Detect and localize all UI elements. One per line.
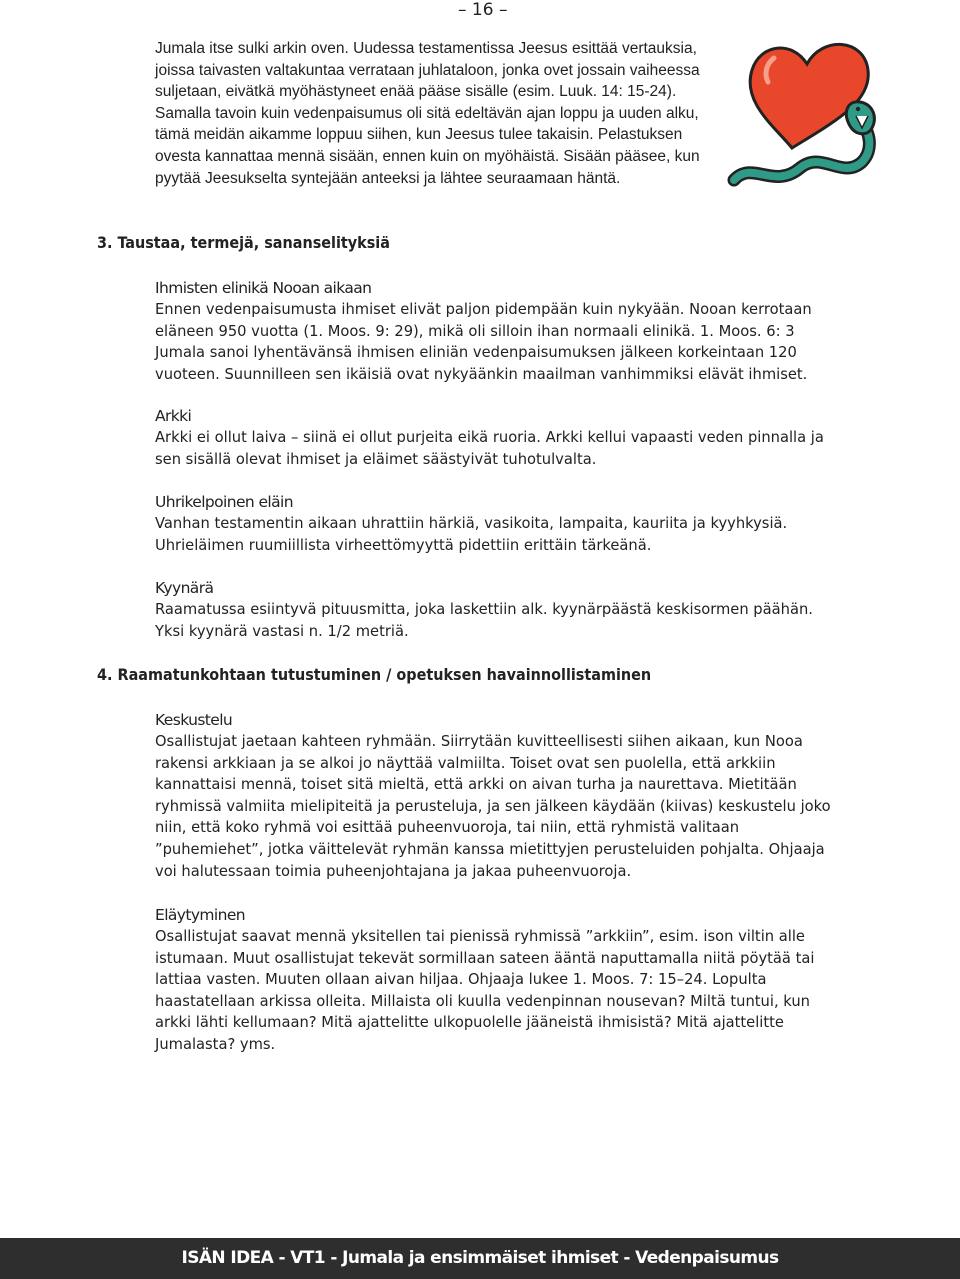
term-title: Uhrikelpoinen eläin: [155, 493, 293, 511]
section-3-heading: 3. Taustaa, termejä, sananselityksiä: [97, 233, 390, 252]
page-number: – 16 –: [458, 0, 508, 20]
activity-title: Eläytyminen: [155, 906, 246, 924]
term-lifespan: [155, 277, 835, 385]
activity-title: Keskustelu: [155, 711, 233, 729]
activity-text: Osallistujat jaetaan kahteen ryhmään. Siirrytään kuvitteellisesti siihen aikaan, kun Nooa rakensi arkkiaan ja se alkoi jo näyttää valmiilta. Toiset ovat sen puolella, että arkkiin kannattaisi mennä, toiset sitä mieltä, että arkki on aivan turha ja naurettava. Mietitään ryhmissä valmiita mielipiteitä ja perusteluja, ja sen jälkeen käydään (kiivas) keskustelu joko niin, että koko ryhmä voi esittää puheenvuoroja, tai niin, että ryhmistä valitaan ”puhemiehet”, jotka väittelevät ryhmän kanssa mietittyjen perusteluiden pohjalta. Ohjaaja voi halutessaan toimia puheenjohtajana ja jakaa puheenvuoroja.: [155, 733, 831, 880]
activity-roleplay: [155, 904, 835, 1056]
activity-discussion: [155, 709, 835, 882]
term-title: Kyynärä: [155, 579, 214, 597]
term-title: Arkki: [155, 407, 192, 425]
term-sacrificial-animal: [155, 491, 835, 556]
term-text: Raamatussa esiintyvä pituusmitta, joka laskettiin alk. kyynärpäästä keskisormen päähän. Yksi kyynärä vastasi n. 1/2 metriä.: [155, 601, 813, 640]
term-text: Arkki ei ollut laiva – siinä ei ollut purjeita eikä ruoria. Arkki kellui vapaasti veden pinnalla ja sen sisällä olevat ihmiset ja eläimet säästyivät tuhotulvalta.: [155, 429, 824, 468]
intro-paragraph: Jumala itse sulki arkin oven. Uudessa testamentissa Jeesus esittää vertauksia, joissa taivasten valtakuntaa verrataan juhlataloon, jonka ovet jossain vaiheessa suljetaan, eivätkä myöhästyneet enää pääse sisälle (esim. Luuk. 14: 15-24). Samalla tavoin kuin vedenpaisumus oli sitä edeltävän ajan loppu ja uuden alku, tämä meidän aikamme loppuu siihen, kun Jeesus tulee takaisin. Pelastuksen ovesta kannattaa mennä sisään, ennen kuin on myöhäistä. Sisään pääsee, kun pyytää Jeesukselta syntejään anteeksi ja lähtee seuraamaan häntä.: [155, 40, 700, 187]
heart-shape: [750, 44, 868, 148]
term-title: Ihmisten elinikä Nooan aikaan: [155, 279, 372, 297]
footer-text: ISÄN IDEA - VT1 - Jumala ja ensimmäiset ihmiset - Vedenpaisumus: [181, 1248, 779, 1268]
term-text: Vanhan testamentin aikaan uhrattiin härkiä, vasikoita, lampaita, kauriita ja kyyhkysiä. Uhrieläimen ruumiillista virheettömyyttä pidettiin erittäin tärkeänä.: [155, 515, 788, 554]
heart-and-snake-illustration: [722, 30, 892, 198]
activity-text: Osallistujat saavat mennä yksitellen tai pienissä ryhmissä ”arkkiin”, esim. ison viltin alle istumaan. Muut osallistujat tekevät sormillaan sateen ääntä naputtamalla niitä pöytää tai lattiaa vasten. Muuten ollaan aivan hiljaa. Ohjaaja lukee 1. Moos. 7: 15–24. Lopulta haastatellaan arkissa olleita. Millaista oli kuulla vedenpinnan nousevan? Miltä tuntui, kun arkki lähti kellumaan? Mitä ajattelitte ulkopuolelle jääneistä ihmisistä? Mitä ajattelitte Jumalasta? yms.: [155, 928, 815, 1053]
term-ark: [155, 405, 835, 470]
term-cubit: [155, 577, 835, 642]
term-text: Ennen vedenpaisumusta ihmiset elivät paljon pidempään kuin nykyään. Nooan kerrotaan eläneen 950 vuotta (1. Moos. 9: 29), mikä oli silloin ihan normaali elinikä. 1. Moos. 6: 3 Jumala sanoi lyhentävänsä ihmisen eliniän vedenpaisumuksen jälkeen korkeintaan 120 vuoteen. Suunnilleen sen ikäisiä ovat nykyäänkin maailman vanhimmiksi elävät ihmiset.: [155, 301, 812, 383]
section-4-heading: 4. Raamatunkohtaan tutustuminen / opetuksen havainnollistaminen: [97, 665, 652, 684]
footer-bar: [0, 1238, 960, 1279]
